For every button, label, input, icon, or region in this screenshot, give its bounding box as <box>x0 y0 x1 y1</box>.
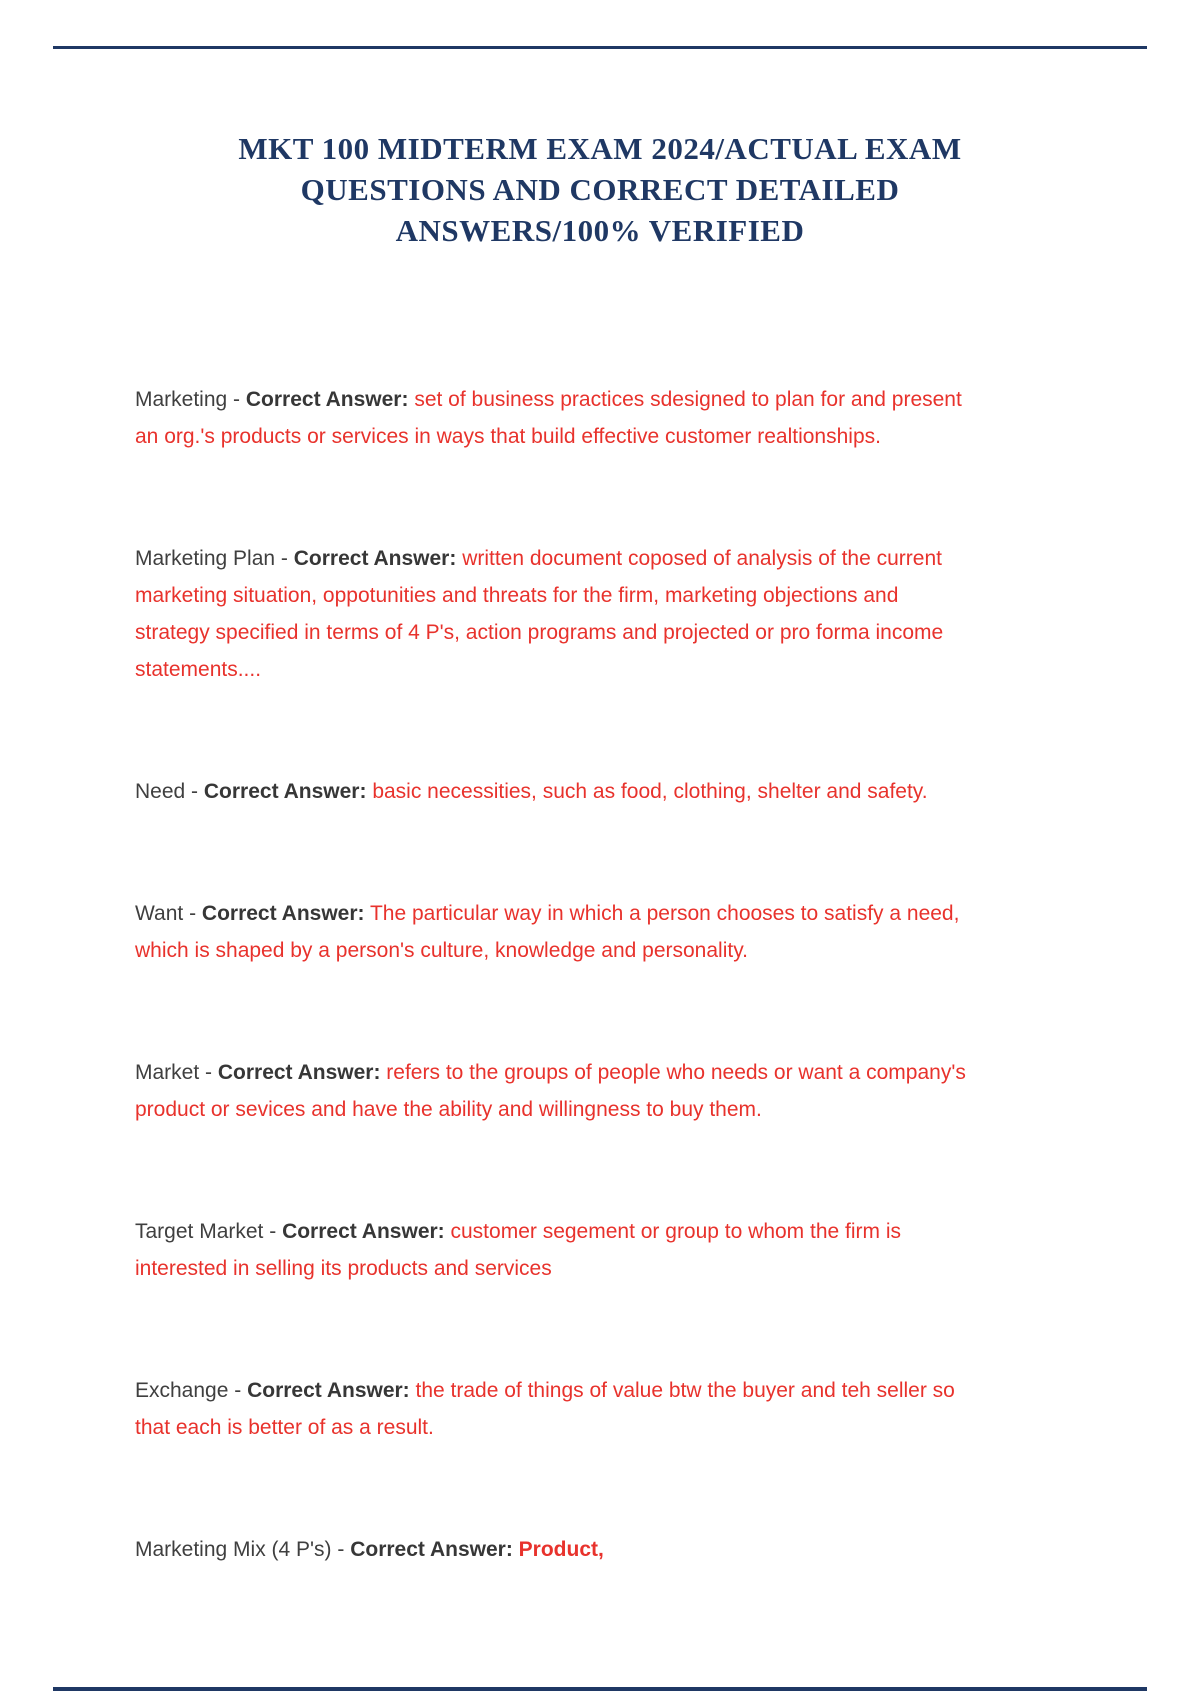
bottom-horizontal-rule <box>53 1687 1147 1691</box>
qa-entry <box>135 773 973 810</box>
separator: - <box>183 902 202 925</box>
qa-list <box>135 381 973 1568</box>
qa-entry <box>135 1372 973 1446</box>
answer-text: basic necessities, such as food, clothing, shelter and safety. <box>366 780 928 803</box>
qa-entry <box>135 1054 973 1128</box>
answer-label: Correct Answer: <box>247 1379 410 1402</box>
answer-label: Correct Answer: <box>217 1061 381 1084</box>
question-term: Want <box>135 902 184 925</box>
question-term: Need <box>135 780 186 803</box>
answer-text: The particular way in which a person chooses to satisfy a need, which is shaped by a person's culture, knowledge and personality. <box>135 902 960 962</box>
answer-label: Correct Answer: <box>201 902 365 925</box>
page-title: MKT 100 MIDTERM EXAM 2024/ACTUAL EXAM QUESTIONS AND CORRECT DETAILED ANSWERS/100% VERIFIED <box>238 131 962 248</box>
question-term: Marketing <box>135 388 228 411</box>
qa-entry <box>135 1213 973 1287</box>
qa-entry <box>135 381 973 455</box>
answer-text: written document coposed of analysis of the current marketing situation, oppotunities and threats for the firm, marketing objections and strategy specified in terms of 4 P's, action programs and projected or pro forma income statements.... <box>135 547 944 681</box>
separator: - <box>331 1538 351 1561</box>
qa-entry <box>135 540 973 688</box>
answer-text: Product, <box>512 1538 604 1561</box>
separator: - <box>185 780 204 803</box>
qa-entry <box>135 1531 973 1568</box>
separator: - <box>275 547 294 570</box>
question-term: Marketing Plan <box>135 547 276 570</box>
separator: - <box>263 1220 283 1243</box>
question-term: Exchange <box>135 1379 229 1402</box>
question-term: Market <box>135 1061 200 1084</box>
answer-label: Correct Answer: <box>293 547 457 570</box>
separator: - <box>227 388 246 411</box>
answer-text: refers to the groups of people who needs or want a company's product or sevices and have the ability and willingness to buy them. <box>135 1061 966 1121</box>
separator: - <box>228 1379 248 1402</box>
top-horizontal-rule <box>53 46 1147 49</box>
answer-text: the trade of things of value btw the buyer and teh seller so that each is better of as a result. <box>135 1379 955 1439</box>
answer-label: Correct Answer: <box>350 1538 513 1561</box>
separator: - <box>199 1061 218 1084</box>
answer-text: set of business practices sdesigned to plan for and present an org.'s products or services in ways that build effective customer realtionships. <box>135 388 962 448</box>
question-term: Target Market <box>135 1220 264 1243</box>
answer-label: Correct Answer: <box>203 780 367 803</box>
answer-label: Correct Answer: <box>282 1220 445 1243</box>
question-term: Marketing Mix (4 P's) <box>135 1538 332 1561</box>
answer-label: Correct Answer: <box>245 388 409 411</box>
qa-entry <box>135 895 973 969</box>
answer-text: customer segement or group to whom the firm is interested in selling its products and services <box>135 1220 902 1280</box>
